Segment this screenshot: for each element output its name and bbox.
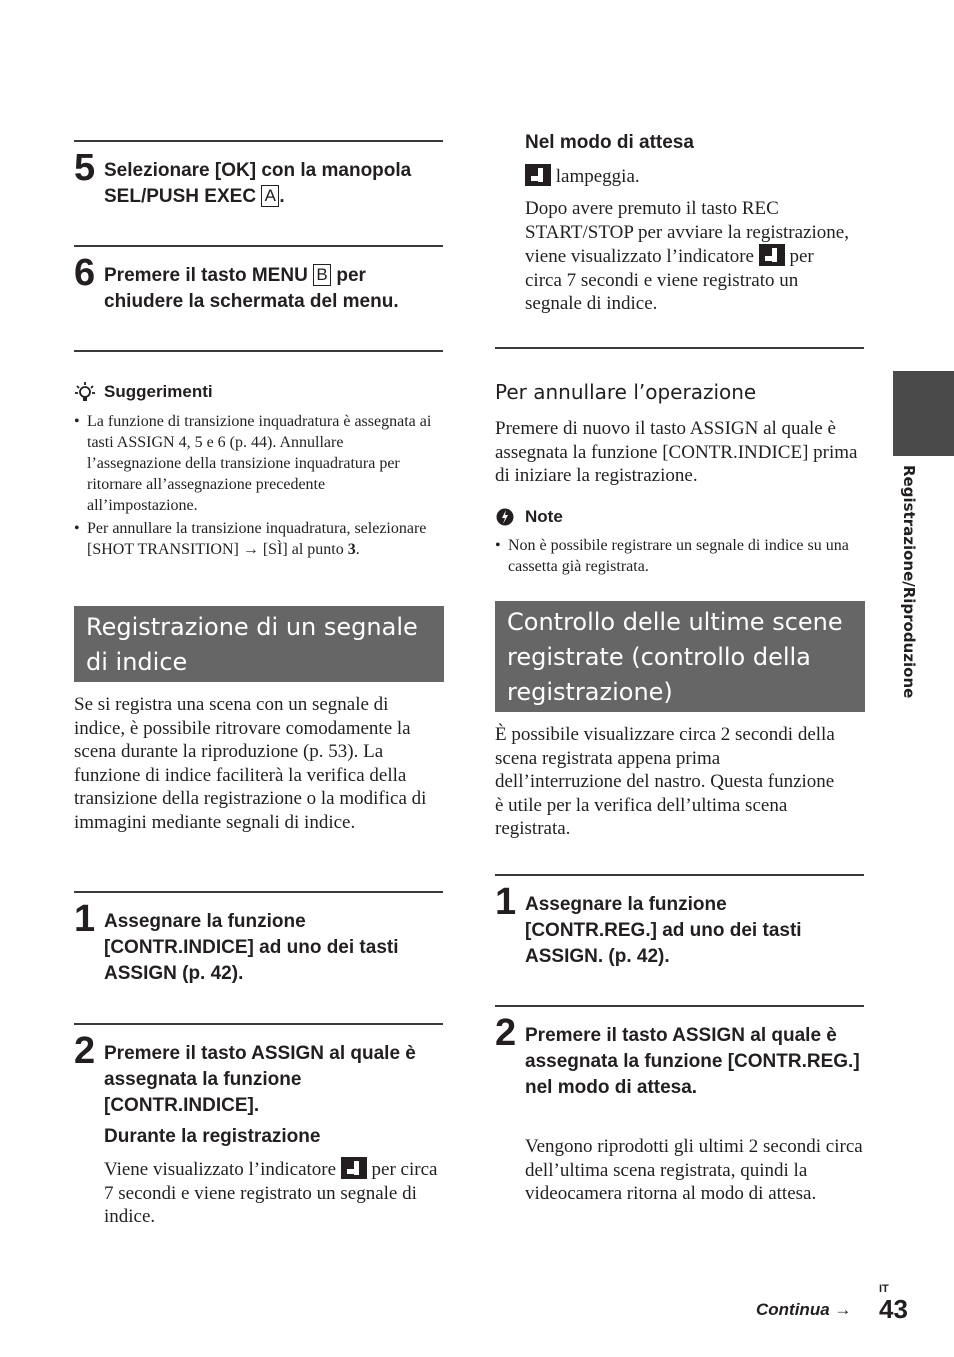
divider — [495, 1005, 864, 1007]
section-banner: Controllo delle ultime scene registrate (controllo della registrazione) — [495, 601, 865, 712]
step-2-text: Premere il tasto ASSIGN al quale è assegnata la funzione [CONTR.REG.] nel modo di attesa. — [525, 1025, 860, 1098]
divider — [74, 350, 443, 352]
note-list — [495, 535, 860, 577]
step-2-text: Premere il tasto ASSIGN al quale è assegnata la funzione [CONTR.INDICE]. — [104, 1043, 416, 1116]
divider — [74, 891, 443, 893]
index-indicator-icon — [759, 244, 785, 266]
section-banner: Registrazione di un segnale di indice — [74, 606, 444, 682]
standby-body: Dopo avere premuto il tasto REC START/STOP per avviare la registrazione, viene visualizzato l’indicatore per circa 7 secondi e viene registrato un segnale di indice. — [525, 198, 849, 315]
subhead: Nel modo di attesa — [525, 132, 694, 153]
step-5-text: Selezionare [OK] con la manopola SEL/PUSH EXEC A . — [104, 160, 412, 207]
step-1-text: Assegnare la funzione [CONTR.INDICE] ad uno dei tasti ASSIGN (p. 42). — [104, 911, 399, 984]
step-number: 2 — [74, 1030, 96, 1072]
blink-line: lampeggia. — [525, 164, 860, 189]
step-2-body: Vengono riprodotti gli ultimi 2 secondi circa dell’ultima scena registrata, quindi la videocamera ritorna al modo di attesa. — [525, 1136, 863, 1205]
continua-link[interactable]: Continua → — [756, 1300, 852, 1319]
note-item: • Non è possibile registrare un segnale di indice su una cassetta già registrata. — [495, 535, 860, 577]
step-number: 2 — [495, 1012, 517, 1054]
cancel-title: Per annullare l’operazione — [495, 380, 757, 404]
note-title: Note — [525, 507, 563, 526]
divider — [74, 245, 443, 247]
tip-item: • Per annullare la transizione inquadratura, selezionare [SHOT TRANSITION] → [SÌ] al punto 3. — [74, 518, 434, 560]
subhead: Durante la registrazione — [104, 1126, 321, 1147]
lightbulb-icon — [74, 381, 96, 408]
key-a-label: A — [261, 185, 279, 207]
tips-title: Suggerimenti — [104, 382, 213, 401]
arrow-right-icon: → — [834, 1300, 852, 1319]
divider — [74, 1023, 443, 1025]
step-number: 1 — [74, 898, 96, 940]
index-indicator-icon — [341, 1157, 367, 1179]
language-code: IT — [879, 1283, 889, 1295]
cancel-body: Premere di nuovo il tasto ASSIGN al quale è assegnata la funzione [CONTR.INDICE] prima di iniziare la registrazione. — [495, 418, 858, 487]
step-number: 1 — [495, 881, 517, 923]
note-icon — [495, 507, 515, 532]
tip-item: • La funzione di transizione inquadratura è assegnata ai tasti ASSIGN 4, 5 e 6 (p. 44). Annullare l’assegnazione della transizione inquadratura per ritornare all’assegnazione precedente all’impostazione. — [74, 411, 434, 516]
section-label: Registrazione/Riproduzione — [900, 465, 918, 699]
step-1-text: Assegnare la funzione [CONTR.REG.] ad uno dei tasti ASSIGN. (p. 42). — [525, 894, 802, 967]
step-number: 6 — [74, 252, 96, 294]
section-tab — [893, 371, 954, 456]
divider — [74, 140, 443, 142]
intro-text: È possibile visualizzare circa 2 secondi della scena registrata appena prima dell’interruzione del nastro. Questa funzione è utile per la verifica dell’ultima scena registrata. — [495, 724, 835, 840]
divider — [495, 347, 864, 349]
divider — [495, 874, 864, 876]
step-6-text: Premere il tasto MENU B per chiudere la schermata del menu. — [104, 265, 399, 312]
page-number: 43 — [879, 1294, 908, 1324]
tips-list — [74, 411, 434, 560]
key-b-label: B — [313, 264, 331, 286]
step-number: 5 — [74, 147, 96, 189]
step-2-body: Viene visualizzato l’indicatore per circa 7 secondi e viene registrato un segnale di indice. — [104, 1159, 438, 1228]
intro-text: Se si registra una scena con un segnale di indice, è possibile ritrovare comodamente la scena durante la riproduzione (p. 53). La funzione di indice faciliterà la verifica della transizione della registrazione o la modifica di immagini mediante segnali di indice. — [74, 694, 427, 833]
index-indicator-icon — [525, 164, 551, 186]
